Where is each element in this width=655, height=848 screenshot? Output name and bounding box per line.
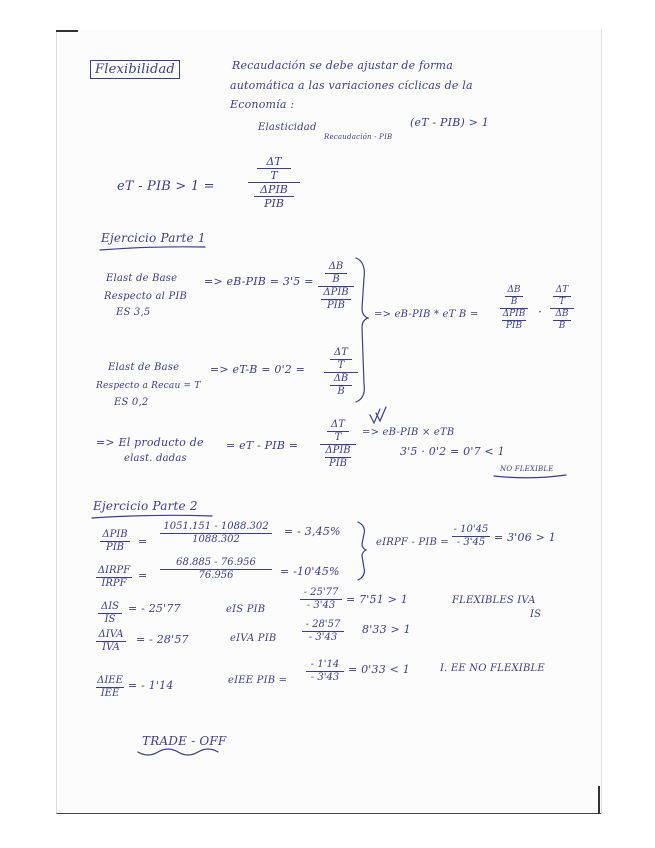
frac-top: 68.885 - 76.956 — [176, 557, 256, 568]
frac-num-bot: T — [337, 360, 345, 371]
part2-flexible-note-2: IS — [530, 609, 542, 620]
part1-b-expression: => eT-B = 0'2 = — [210, 363, 306, 376]
frac-bot: IRPF — [101, 578, 127, 589]
frac-top: ΔPIB — [102, 529, 128, 540]
part2-iva-result: 8'33 > 1 — [362, 623, 411, 636]
part2-pib-result: = - 3,45% — [284, 525, 341, 538]
part2-is-elasticity: eIS PIB — [226, 604, 266, 615]
part2-iee-result: = 0'33 < 1 — [348, 663, 410, 676]
frac-den-top: ΔB — [555, 309, 569, 319]
part1-a-label-1: Elast de Base — [106, 273, 178, 284]
frac-bot: 1088.302 — [192, 534, 240, 545]
frac-bot: - 3'45 — [456, 537, 486, 548]
part2-iee-note: I. EE NO FLEXIBLE — [440, 663, 545, 674]
frac-bot: - 3'43 — [308, 632, 338, 643]
heading-underline — [92, 515, 212, 518]
frac-top: - 25'77 — [303, 587, 339, 598]
intro-line-2: automática a las variaciones cíclicas de la — [230, 79, 473, 92]
part1-product-result-1: => eB-PIB × eTB — [362, 427, 455, 438]
part1-heading: Ejercicio Parte 1 — [101, 231, 206, 245]
part2-pib-equals: = — [138, 535, 148, 548]
part1-b-label-2: Respecto a Recau = T — [96, 381, 201, 391]
note-underline — [494, 475, 566, 478]
part1-a-label-2: Respecto al PIB — [104, 291, 188, 302]
part1-b-label-3: ES 0,2 — [114, 397, 149, 408]
part1-a-expression: => eB-PIB = 3'5 = — [204, 275, 314, 288]
heading-underline — [100, 247, 205, 250]
part1-product-expression: = eT - PIB = — [226, 439, 299, 452]
part2-irpf-result: = -10'45% — [280, 565, 340, 578]
frac-top: ΔIVA — [98, 629, 124, 640]
frac-top: - 10'45 — [453, 524, 489, 535]
frac-num-bot: T — [270, 169, 278, 182]
frac-bot: - 3'43 — [306, 600, 336, 611]
frac-top: - 1'14 — [310, 659, 340, 670]
frac-bot: - 3'43 — [310, 672, 340, 683]
frac-top: - 28'57 — [305, 619, 341, 630]
frac-bot: IVA — [102, 642, 120, 653]
frac-num-top: ΔT — [266, 155, 282, 168]
part2-heading: Ejercicio Parte 2 — [93, 499, 198, 513]
frac-bot: PIB — [105, 542, 125, 553]
frac-bot: 76.956 — [198, 570, 234, 581]
part1-b-label-1: Elast de Base — [108, 362, 180, 373]
frac-num-bot: T — [558, 297, 565, 307]
brace — [356, 258, 368, 402]
formula-elasticity-lhs: eT - PIB > 1 = — [117, 179, 215, 194]
frac-den-bot: PIB — [326, 300, 346, 311]
intro-elasticity-condition: (eT - PIB) > 1 — [410, 116, 489, 129]
intro-line-3: Economía : — [230, 98, 295, 111]
part2-is-result: = 7'51 > 1 — [346, 593, 408, 606]
frac-den-bot: B — [558, 321, 566, 331]
part1-product-line-2: elast. dadas — [124, 453, 187, 464]
part1-product-result-2: 3'5 · 0'2 = 0'7 < 1 — [400, 445, 505, 458]
frac-num-top: ΔB — [507, 285, 521, 295]
part2-irpf-equals: = — [138, 569, 148, 582]
part2-e-irpf-result: = 3'06 > 1 — [494, 531, 556, 544]
frac-den-top: ΔPIB — [325, 445, 351, 456]
intro-elasticity-subscript: Recaudación - PIB — [324, 133, 393, 141]
frac-den-bot: PIB — [505, 321, 523, 331]
frac-den-top: ΔPIB — [260, 183, 288, 196]
part2-e-irpf-label: eIRPF - PIB = — [376, 537, 449, 548]
part1-result-dot: · — [538, 305, 543, 319]
frac-num-bot: B — [510, 297, 518, 307]
frac-top: 1051.151 - 1088.302 — [163, 521, 269, 532]
part2-iee-value: = - 1'14 — [128, 679, 174, 692]
frac-bot: IEE — [100, 688, 120, 699]
part1-no-flexible-note: NO FLEXIBLE — [500, 465, 554, 473]
frac-den-top: ΔPIB — [323, 287, 349, 298]
part1-a-label-3: ES 3,5 — [116, 307, 151, 318]
frac-bot: IS — [104, 614, 116, 625]
frac-num-bot: T — [334, 432, 342, 443]
heading-underline — [138, 749, 218, 755]
intro-line-1: Recaudación se debe ajustar de forma — [232, 59, 453, 72]
check-mark — [370, 409, 380, 423]
intro-elasticity-label: Elasticidad — [258, 122, 317, 133]
frac-den-top: ΔPIB — [502, 309, 526, 319]
part1-result-expression: => eB-PIB * eT B = — [374, 309, 479, 320]
part2-iee-elasticity: eIEE PIB = — [228, 675, 288, 686]
part2-iva-value: = - 28'57 — [136, 633, 189, 646]
frac-top: ΔIEE — [97, 675, 123, 686]
page-title: Flexibilidad — [90, 60, 180, 79]
frac-den-top: ΔB — [333, 373, 349, 384]
brace — [358, 522, 366, 580]
frac-top: ΔIS — [100, 601, 120, 612]
frac-den-bot: PIB — [328, 458, 348, 469]
frac-den-bot: PIB — [264, 197, 284, 210]
frac-num-top: ΔT — [555, 285, 569, 295]
frac-num-top: ΔT — [331, 419, 345, 430]
frac-num-top: ΔT — [334, 347, 348, 358]
part2-is-value: = - 25'77 — [128, 602, 181, 615]
part2-iva-elasticity: eIVA PIB — [230, 633, 277, 644]
frac-den-bot: B — [337, 386, 345, 397]
frac-num-bot: B — [332, 274, 340, 285]
trade-off-heading: TRADE - OFF — [142, 734, 227, 748]
frac-top: ΔIRPF — [97, 565, 131, 576]
part2-flexible-note-1: FLEXIBLES IVA — [452, 595, 536, 606]
part1-product-line-1: => El producto de — [96, 436, 204, 449]
frac-num-top: ΔB — [328, 261, 344, 272]
